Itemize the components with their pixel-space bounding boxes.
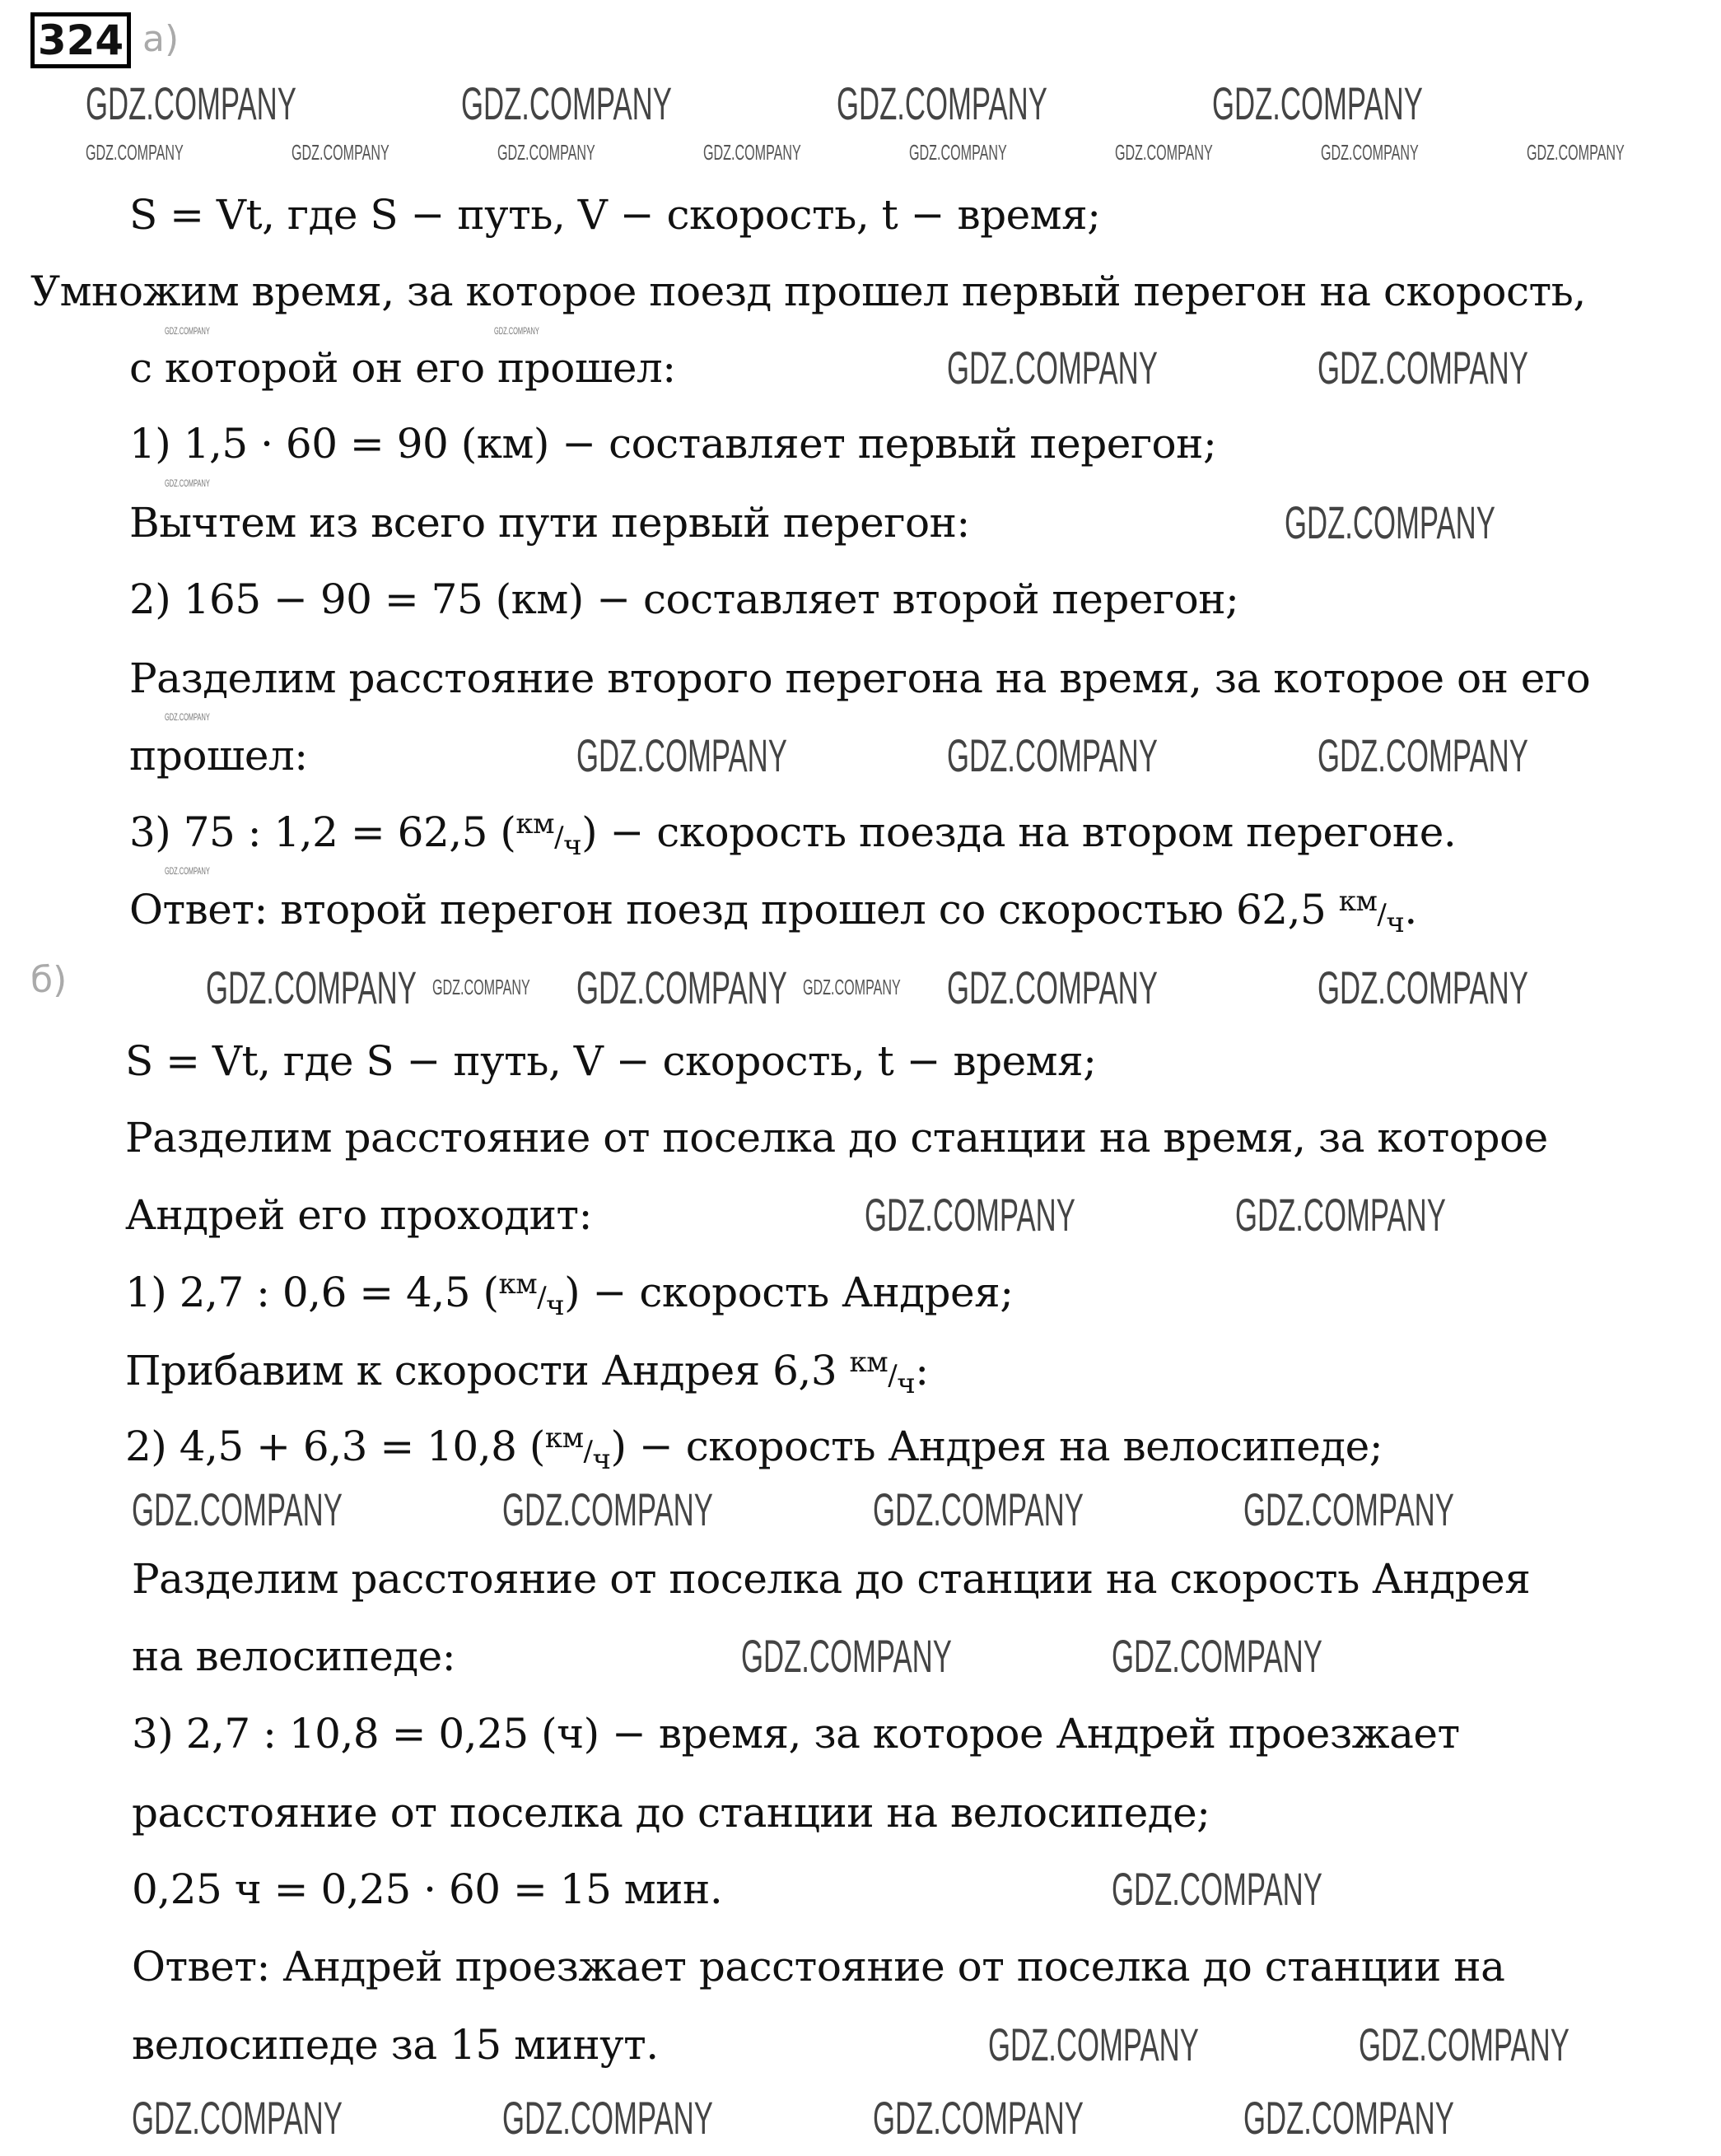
unit-num: км — [1338, 885, 1378, 918]
unit-num: км — [849, 1346, 888, 1379]
watermark: GDZ.COMPANY — [1212, 77, 1423, 129]
watermark: GDZ.COMPANY — [837, 77, 1047, 129]
watermark: GDZ.COMPANY — [1318, 962, 1528, 1013]
answer-a — [129, 877, 1417, 948]
text-line: Разделим расстояние от поселка до станции на время, за которое — [125, 1114, 1548, 1162]
watermark: GDZ.COMPANY — [132, 2092, 343, 2144]
text-line: расстояние от поселка до станции на велосипеде; — [132, 1789, 1210, 1837]
step-3 — [129, 799, 1456, 870]
answer-text: Ответ: второй перегон поезд прошел со скоростью 62,5 — [129, 886, 1339, 934]
step-3: 3) 2,7 : 10,8 = 0,25 (ч) − время, за которое Андрей проезжает — [132, 1710, 1460, 1758]
watermark: GDZ.COMPANY — [873, 2092, 1084, 2144]
part-a-label: а) — [142, 18, 180, 60]
watermark: GDZ.COMPANY — [165, 325, 210, 337]
watermark: GDZ.COMPANY — [947, 962, 1158, 1013]
formula-b: S = Vt, где S − путь, V − скорость, t − время; — [125, 1037, 1097, 1085]
watermark: GDZ.COMPANY — [165, 711, 210, 723]
text-line: прошел: — [129, 732, 308, 780]
text-line: Разделим расстояние второго перегона на время, за которое он его — [129, 654, 1591, 702]
step-text: ) − скорость Андрея; — [564, 1269, 1014, 1316]
watermark: GDZ.COMPANY — [1235, 1189, 1446, 1241]
watermark: GDZ.COMPANY — [86, 77, 296, 129]
watermark: GDZ.COMPANY — [703, 140, 801, 165]
formula-a: S = Vt, где S − путь, V − скорость, t − время; — [129, 191, 1101, 239]
answer-b: велосипеде за 15 минут. — [132, 2021, 659, 2069]
step-text: 1) 2,7 : 0,6 = 4,5 ( — [125, 1269, 499, 1316]
unit-den: ч — [897, 1367, 916, 1400]
unit-fraction: км/ч — [544, 1422, 611, 1476]
watermark: GDZ.COMPANY — [1321, 140, 1419, 165]
unit-num: км — [515, 808, 555, 841]
task-number: 324 — [30, 12, 131, 68]
unit-fraction: км/ч — [1338, 885, 1405, 939]
step-2 — [125, 1413, 1383, 1484]
watermark: GDZ.COMPANY — [1527, 140, 1625, 165]
watermark: GDZ.COMPANY — [1285, 496, 1495, 548]
conversion: 0,25 ч = 0,25 · 60 = 15 мин. — [132, 1865, 723, 1913]
watermark: GDZ.COMPANY — [291, 140, 389, 165]
watermark: GDZ.COMPANY — [1115, 140, 1213, 165]
watermark: GDZ.COMPANY — [502, 1483, 713, 1535]
part-b-label: б) — [30, 959, 68, 1001]
step-text: 3) 75 : 1,2 = 62,5 ( — [129, 808, 516, 856]
text-line: Вычтем из всего пути первый перегон: — [129, 499, 970, 547]
unit-den: ч — [1386, 906, 1405, 939]
unit-num: км — [544, 1422, 584, 1455]
watermark: GDZ.COMPANY — [988, 2019, 1199, 2070]
watermark: GDZ.COMPANY — [494, 325, 539, 337]
step-2: 2) 165 − 90 = 75 (км) − составляет второй перегон; — [129, 575, 1239, 623]
watermark: GDZ.COMPANY — [132, 1483, 343, 1535]
watermark: GDZ.COMPANY — [865, 1189, 1075, 1241]
step-text: ) − скорость Андрея на велосипеде; — [610, 1423, 1383, 1470]
watermark: GDZ.COMPANY — [1318, 342, 1528, 393]
watermark: GDZ.COMPANY — [576, 729, 787, 781]
answer-b: Ответ: Андрей проезжает расстояние от поселка до станции на — [132, 1943, 1505, 1991]
unit-den: ч — [546, 1289, 565, 1322]
answer-text: . — [1404, 886, 1417, 934]
step-1: 1) 1,5 · 60 = 90 (км) − составляет первый перегон; — [129, 420, 1217, 468]
watermark: GDZ.COMPANY — [432, 975, 530, 999]
text-line: с которой он его прошел: — [129, 344, 676, 392]
watermark: GDZ.COMPANY — [873, 1483, 1084, 1535]
watermark: GDZ.COMPANY — [947, 342, 1158, 393]
unit-fraction: км/ч — [498, 1268, 565, 1322]
watermark: GDZ.COMPANY — [206, 962, 417, 1013]
watermark: GDZ.COMPANY — [1112, 1630, 1322, 1682]
watermark: GDZ.COMPANY — [1359, 2019, 1569, 2070]
watermark: GDZ.COMPANY — [741, 1630, 952, 1682]
add-text: : — [915, 1347, 929, 1395]
watermark: GDZ.COMPANY — [1243, 1483, 1454, 1535]
text-line: Разделим расстояние от поселка до станции на скорость Андрея — [132, 1555, 1531, 1603]
unit-den: ч — [563, 829, 582, 862]
unit-den: ч — [592, 1443, 611, 1476]
watermark: GDZ.COMPANY — [497, 140, 595, 165]
watermark: GDZ.COMPANY — [576, 962, 787, 1013]
step-text: 2) 4,5 + 6,3 = 10,8 ( — [125, 1423, 545, 1470]
add-text: Прибавим к скорости Андрея 6,3 — [125, 1347, 850, 1395]
unit-fraction: км/ч — [515, 808, 582, 862]
watermark: GDZ.COMPANY — [909, 140, 1007, 165]
watermark: GDZ.COMPANY — [86, 140, 184, 165]
unit-num: км — [498, 1268, 538, 1301]
watermark: GDZ.COMPANY — [1243, 2092, 1454, 2144]
step-text: ) − скорость поезда на втором перегоне. — [581, 808, 1457, 856]
text-line: на велосипеде: — [132, 1632, 456, 1680]
text-line: Андрей его проходит: — [125, 1191, 592, 1239]
watermark: GDZ.COMPANY — [461, 77, 672, 129]
watermark: GDZ.COMPANY — [165, 865, 210, 877]
watermark: GDZ.COMPANY — [803, 975, 901, 999]
watermark: GDZ.COMPANY — [165, 477, 210, 489]
watermark: GDZ.COMPANY — [1112, 1863, 1322, 1915]
watermark: GDZ.COMPANY — [502, 2092, 713, 2144]
watermark: GDZ.COMPANY — [947, 729, 1158, 781]
text-line — [125, 1338, 929, 1409]
text-line: Умножим время, за которое поезд прошел первый перегон на скорость, — [30, 268, 1586, 315]
watermark: GDZ.COMPANY — [1318, 729, 1528, 781]
unit-fraction: км/ч — [849, 1346, 916, 1400]
step-1 — [125, 1260, 1014, 1330]
